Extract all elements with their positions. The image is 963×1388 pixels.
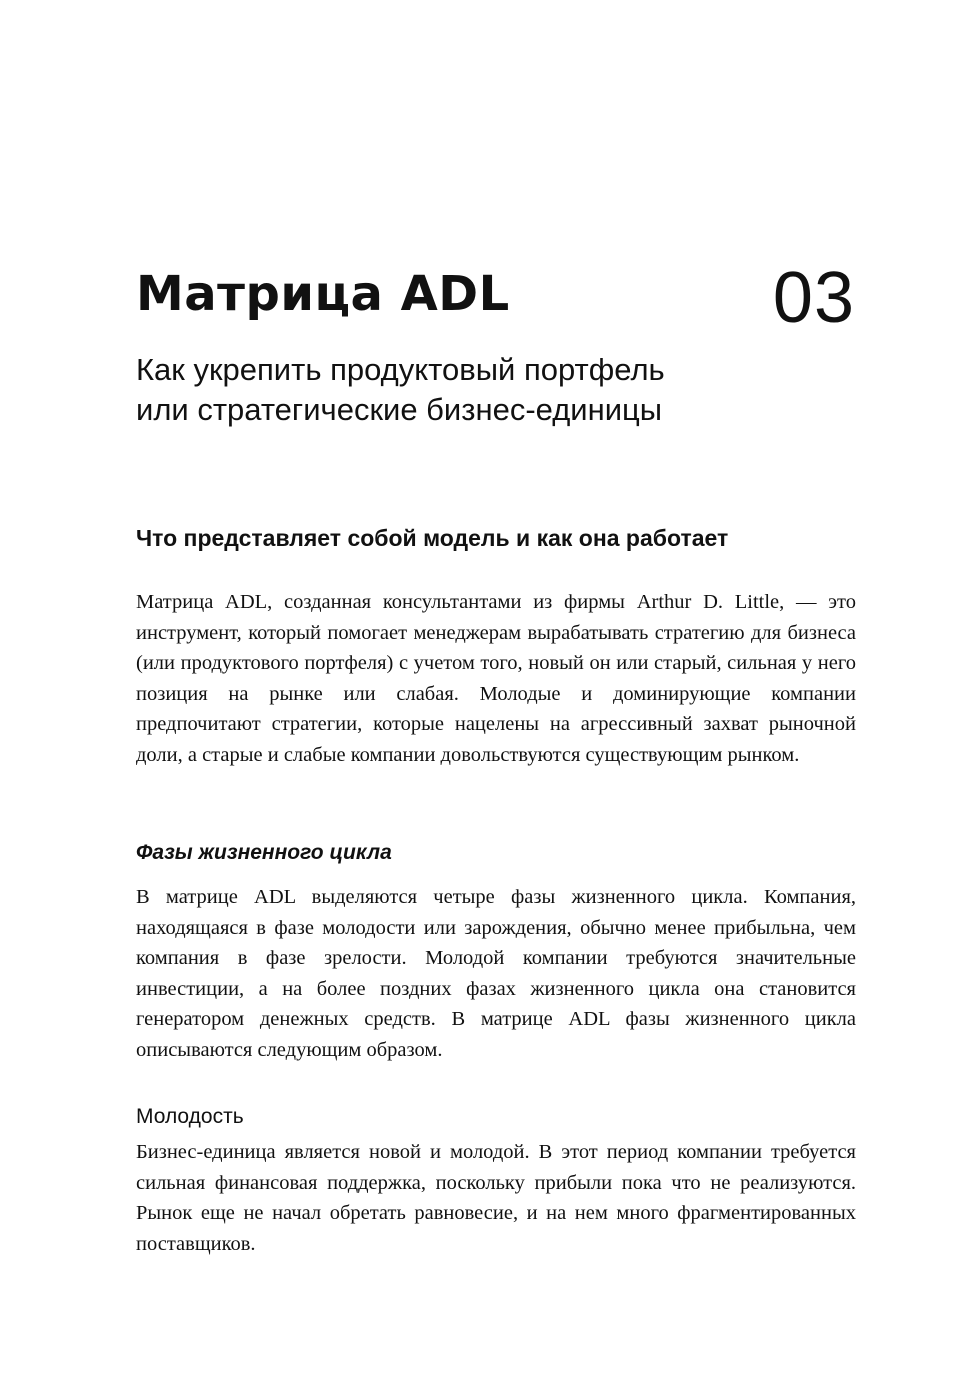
section-heading: Что представляет собой модель и как она работает	[136, 525, 729, 551]
phase-paragraph: Бизнес-единица является новой и молодой. В этот период компании требуется сильная финансовая поддержка, поскольку прибыли пока что не реализуются. Рынок еще не начал обретать равновесие, и на нем много фрагментированных поставщиков.	[136, 1141, 856, 1255]
chapter-subtitle-line: Как укрепить продуктовый портфель	[136, 352, 665, 387]
phase-heading: Молодость	[136, 1105, 244, 1128]
subsection-paragraph: В матрице ADL выделяются четыре фазы жизненного цикла. Компания, находящаяся в фазе молодости или зарождения, обычно менее прибыльна, чем компания в фазе зрелости. Молодой компании требуются значительные инвестиции, а на более поздних фазах жизненного цикла она становится генератором денежных средств. В матрице ADL фазы жизненного цикла описываются следующим образом.	[136, 886, 856, 1061]
chapter-title: Матрица ADL	[136, 266, 510, 322]
chapter-subtitle	[136, 350, 836, 430]
subsection-heading: Фазы жизненного цикла	[136, 841, 392, 864]
chapter-subtitle-line: или стратегические бизнес-единицы	[136, 392, 663, 427]
section-paragraph: Матрица ADL, созданная консультантами из фирмы Arthur D. Little, — это инструмент, который помогает менеджерам вырабатывать стратегию для бизнеса (или продуктового портфеля) с учетом того, новый он или старый, сильная у него позиция на рынке или слабая. Молодые и доминирующие компании предпочитают стратегии, которые нацелены на агрессивный захват рыночной доли, а старые и слабые компании довольствуются существующим рынком.	[136, 591, 856, 766]
chapter-number: 03	[772, 258, 855, 338]
